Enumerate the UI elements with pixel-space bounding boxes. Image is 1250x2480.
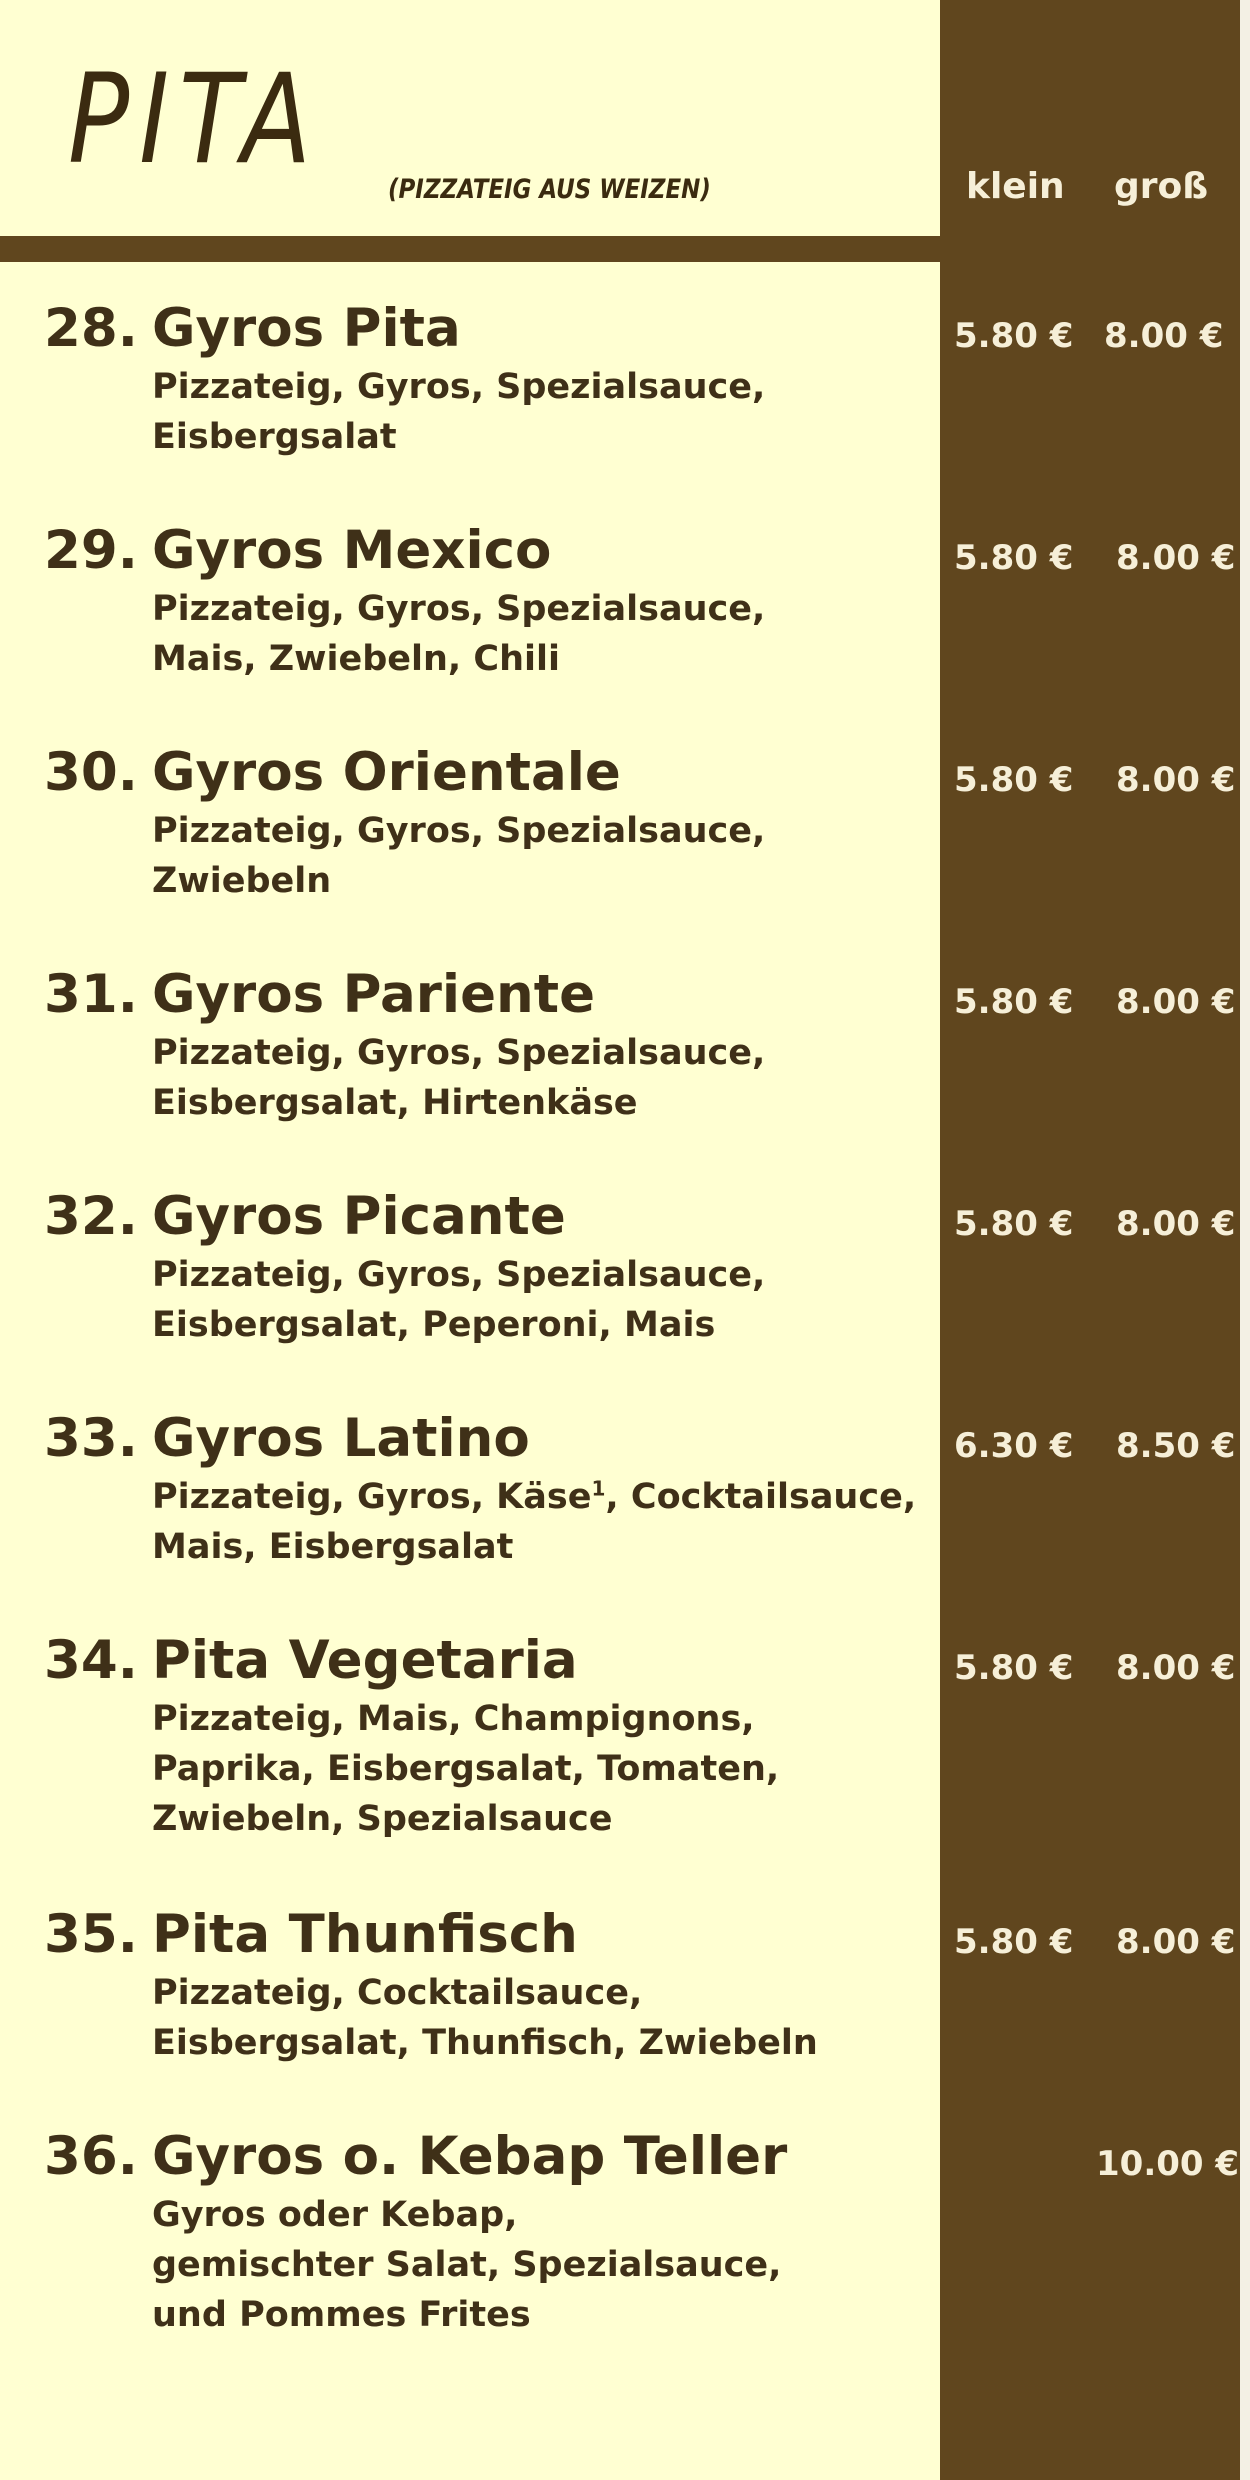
item-description-line: Zwiebeln — [152, 861, 332, 901]
item-name: Gyros o. Kebap Teller — [152, 2126, 788, 2187]
page-title: PITA — [68, 48, 322, 192]
price-small: 6.30 € — [954, 1426, 1074, 1466]
item-description — [152, 806, 932, 906]
item-name: Gyros Pita — [152, 298, 461, 359]
price-large: 8.00 € — [1116, 982, 1236, 1022]
item-description-line: gemischter Salat, Spezialsauce, — [152, 2245, 782, 2285]
item-description-line: Paprika, Eisbergsalat, Tomaten, — [152, 1749, 780, 1789]
item-description — [152, 2190, 932, 2340]
price-small: 5.80 € — [954, 982, 1074, 1022]
item-description-line: Pizzateig, Gyros, Spezialsauce, — [152, 1033, 766, 1073]
price-small: 5.80 € — [954, 538, 1074, 578]
item-description — [152, 1694, 932, 1844]
item-number: 33. — [44, 1408, 138, 1469]
price-large: 8.00 € — [1116, 1648, 1236, 1688]
price-small: 5.80 € — [954, 1204, 1074, 1244]
item-number: 30. — [44, 742, 138, 803]
item-description-line: Mais, Zwiebeln, Chili — [152, 639, 560, 679]
item-description-line: Pizzateig, Gyros, Spezialsauce, — [152, 811, 766, 851]
item-number: 36. — [44, 2126, 138, 2187]
item-description — [152, 1250, 932, 1350]
item-description-line: Pizzateig, Gyros, Spezialsauce, — [152, 589, 766, 629]
price-large: 8.00 € — [1116, 1922, 1236, 1962]
item-name: Gyros Picante — [152, 1186, 566, 1247]
item-description-text: , Cocktailsauce, — [605, 1477, 917, 1517]
price-large: 8.00 € — [1116, 1204, 1236, 1244]
page-subtitle: (PIZZATEIG AUS WEIZEN) — [388, 174, 711, 205]
item-description-line: Zwiebeln, Spezialsauce — [152, 1799, 613, 1839]
item-description-text: Pizzateig, Gyros, Käse — [152, 1477, 592, 1517]
column-header-large: groß — [1114, 166, 1209, 207]
price-large: 8.50 € — [1116, 1426, 1236, 1466]
item-description-line: und Pommes Frites — [152, 2295, 531, 2335]
item-description-line: Pizzateig, Gyros, Spezialsauce, — [152, 367, 766, 407]
item-name: Gyros Orientale — [152, 742, 621, 803]
item-description-line: Pizzateig, Gyros, Spezialsauce, — [152, 1255, 766, 1295]
item-description-line: Pizzateig, Mais, Champignons, — [152, 1699, 755, 1739]
price-large: 10.00 € — [1096, 2144, 1240, 2184]
item-description-line: Eisbergsalat, Thunfisch, Zwiebeln — [152, 2023, 818, 2063]
item-name: Gyros Pariente — [152, 964, 596, 1025]
price-large: 8.00 € — [1104, 316, 1224, 356]
item-description — [152, 1028, 932, 1128]
item-description — [152, 1968, 932, 2068]
page-edge — [1240, 0, 1250, 2480]
item-number: 28. — [44, 298, 138, 359]
item-name: Pita Thunfisch — [152, 1904, 578, 1965]
item-description-line: Mais, Eisbergsalat — [152, 1527, 514, 1567]
column-header-small: klein — [966, 166, 1065, 207]
allergen-footnote: 1 — [591, 1476, 606, 1501]
price-small: 5.80 € — [954, 316, 1074, 356]
price-small: 5.80 € — [954, 760, 1074, 800]
price-large: 8.00 € — [1116, 538, 1236, 578]
price-small: 5.80 € — [954, 1922, 1074, 1962]
item-description-line: Pizzateig, Cocktailsauce, — [152, 1973, 643, 2013]
item-name: Gyros Mexico — [152, 520, 552, 581]
item-description-line: Eisbergsalat — [152, 417, 397, 457]
item-number: 32. — [44, 1186, 138, 1247]
item-description — [152, 1472, 932, 1572]
header-divider — [0, 236, 940, 262]
item-description-line: Eisbergsalat, Hirtenkäse — [152, 1083, 638, 1123]
price-large: 8.00 € — [1116, 760, 1236, 800]
item-number: 29. — [44, 520, 138, 581]
item-description — [152, 584, 932, 684]
price-small: 5.80 € — [954, 1648, 1074, 1688]
item-number: 34. — [44, 1630, 138, 1691]
item-name: Gyros Latino — [152, 1408, 530, 1469]
item-description — [152, 362, 932, 462]
item-number: 31. — [44, 964, 138, 1025]
item-description-line — [152, 1472, 932, 1522]
item-number: 35. — [44, 1904, 138, 1965]
item-name: Pita Vegetaria — [152, 1630, 578, 1691]
item-description-line: Eisbergsalat, Peperoni, Mais — [152, 1305, 716, 1345]
item-description-line: Gyros oder Kebap, — [152, 2195, 518, 2235]
